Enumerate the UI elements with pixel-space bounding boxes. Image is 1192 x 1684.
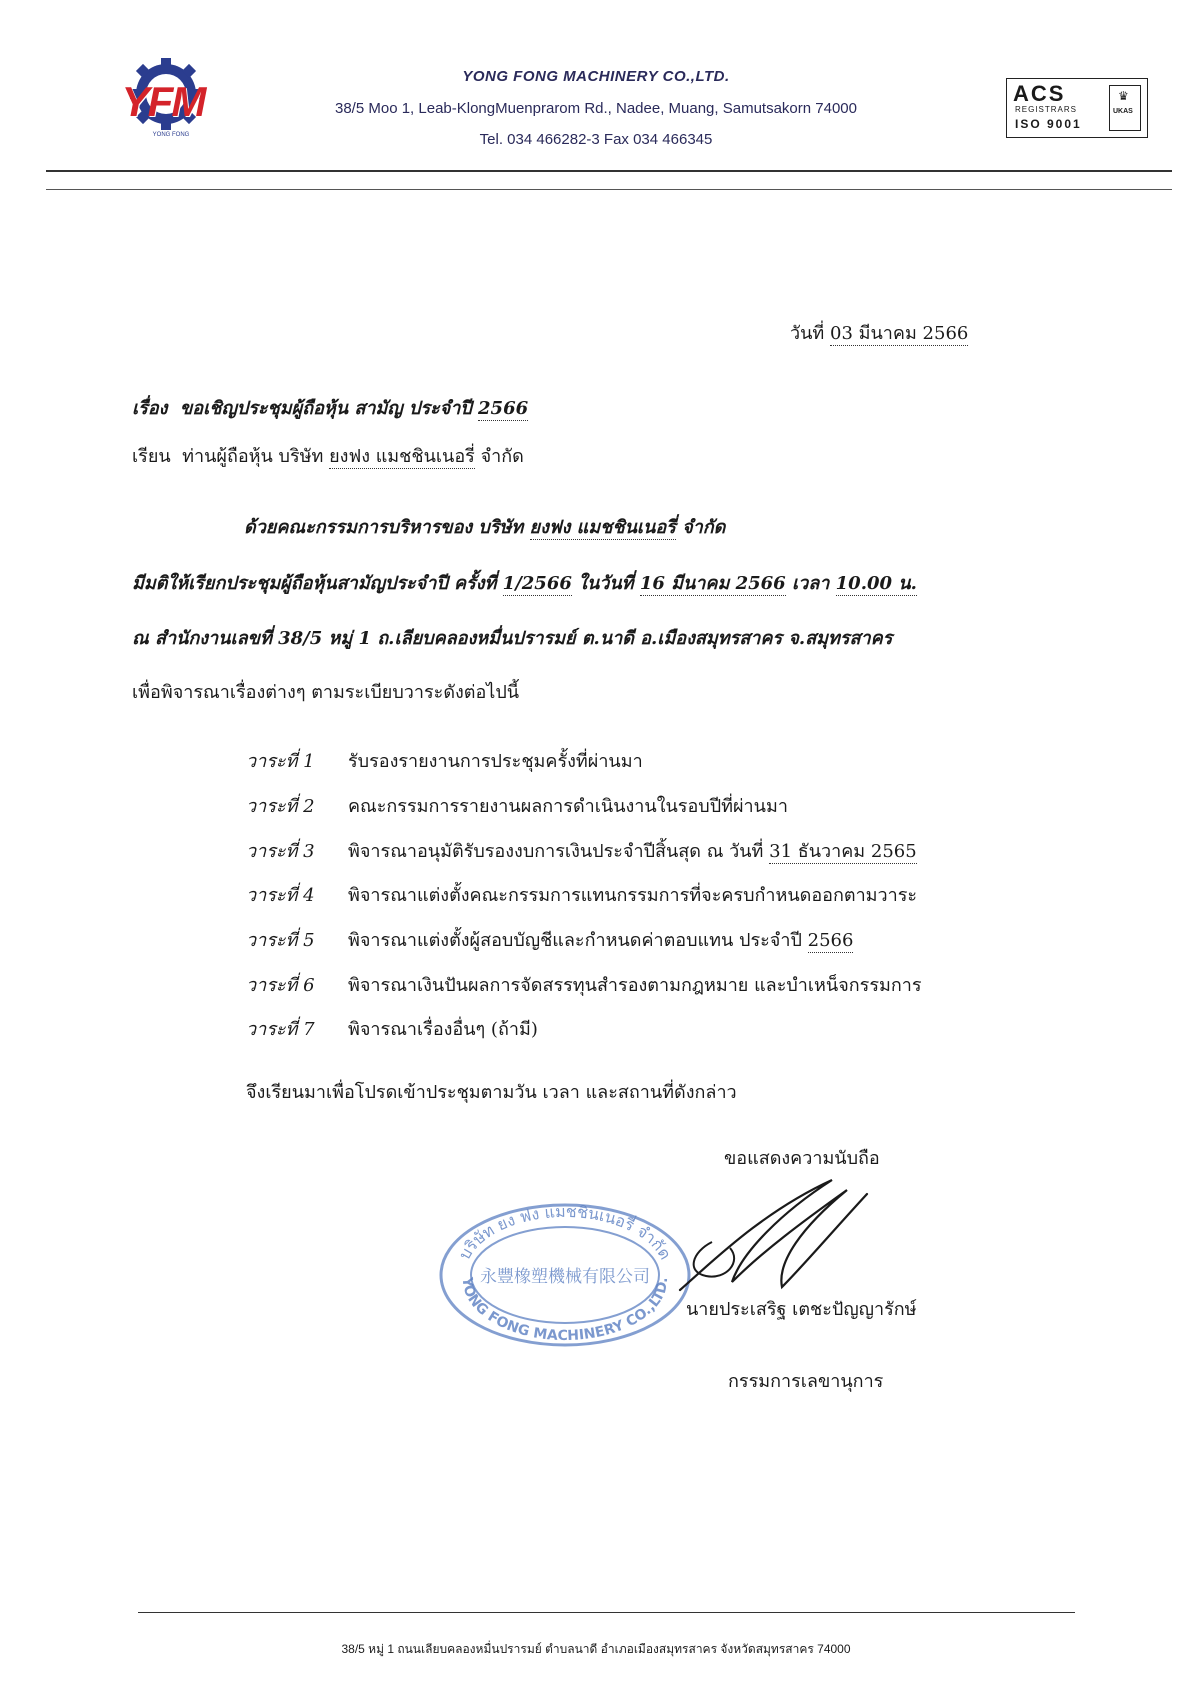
subject-year: 2566 — [478, 398, 529, 419]
agenda-text: พิจารณาเรื่องอื่นๆ (ถ้ามี) — [348, 1019, 538, 1040]
footer-address: 38/5 หมู่ 1 ถนนเลียบคลองหมื่นปรารมย์ ตำบลนาดี อำเภอเมืองสมุทรสาคร จังหวัดสมุทรสาคร 74000 — [341, 1642, 851, 1656]
agenda-text: พิจารณาแต่งตั้งคณะกรรมการแทนกรรมการที่จะครบกำหนดออกตามวาระ — [348, 885, 918, 906]
to-text: ท่านผู้ถือหุ้น บริษัท — [182, 446, 324, 467]
subject-label: เรื่อง — [132, 398, 168, 419]
stamp-top-text: บริษัท ยง ฟง แมชชินเนอรี่ จำกัด — [454, 1201, 676, 1263]
closing-line: จึงเรียนมาเพื่อโปรดเข้าประชุมตามวัน เวลา และสถานที่ดังกล่าว — [246, 1082, 737, 1103]
iso-certification-badge — [1006, 78, 1148, 138]
agenda-year: 2566 — [807, 930, 854, 951]
stamp-middle-text: 永豐橡塑機械有限公司 — [480, 1267, 650, 1287]
ukas-badge — [1109, 85, 1141, 131]
paragraph-line-3: ณ สำนักงานเลขที่ 38/5 หมู่ 1 ถ.เลียบคลองหมื่นปรารมย์ ต.นาดี อ.เมืองสมุทรสาคร จ.สมุทรสาคร — [132, 628, 893, 649]
agenda-text: คณะกรรมการรายงานผลการดำเนินงานในรอบปีที่ผ่านมา — [348, 796, 788, 817]
p2-time-label: เวลา — [791, 573, 830, 594]
logo-subtext: YONG FONG — [152, 132, 190, 138]
agenda-text: รับรองรายงานการประชุมครั้งที่ผ่านมา — [348, 751, 643, 772]
paragraph-line-4: เพื่อพิจารณาเรื่องต่างๆ ตามระเบียบวาระดังต่อไปนี้ — [132, 682, 520, 703]
agenda-no: วาระที่ 1 — [246, 751, 315, 772]
company-phone: Tel. 034 466282-3 Fax 034 466345 — [479, 131, 713, 148]
header-rule — [46, 170, 1172, 172]
stamp-bottom-text: YONG FONG MACHINERY CO.,LTD. — [458, 1276, 672, 1345]
agenda-text-main: พิจารณาอนุมัติรับรองงบการเงินประจำปีสิ้นสุด ณ วันที่ — [348, 841, 764, 862]
to-label: เรียน — [132, 446, 171, 467]
letter-recipient — [132, 441, 524, 470]
header-rule-thin — [46, 189, 1172, 190]
agenda-no: วาระที่ 2 — [246, 796, 315, 817]
p2-date-label: ในวันที่ — [578, 573, 634, 594]
meeting-number: 1/2566 — [502, 573, 572, 594]
company-stamp — [435, 1200, 695, 1350]
paragraph-line-2 — [132, 568, 917, 597]
company-name: YONG FONG MACHINERY CO.,LTD. — [462, 68, 730, 85]
to-company: ยงฟง แมชชินเนอรี่ — [329, 446, 475, 467]
p1-suffix: จำกัด — [682, 517, 726, 538]
date-label: วันที่ — [790, 323, 825, 344]
cert-brand: ACS — [1013, 81, 1066, 106]
agenda-no: วาระที่ 4 — [246, 885, 315, 906]
cert-registrars: REGISTRARS — [1015, 105, 1078, 114]
p2-text: มีมติให้เรียกประชุมผู้ถือหุ้นสามัญประจำปี ครั้งที่ — [132, 573, 497, 594]
agenda-text — [348, 836, 917, 865]
letter-subject — [132, 393, 528, 422]
company-address: 38/5 Moo 1, Leab-KlongMuenprarom Rd., Nadee, Muang, Samutsakorn 74000 — [335, 100, 857, 117]
signer-position: กรรมการเลขานุการ — [728, 1371, 884, 1392]
date-value: 03 มีนาคม 2566 — [830, 323, 969, 344]
to-suffix: จำกัด — [480, 446, 524, 467]
signature — [672, 1172, 902, 1302]
logo-text: YFM — [121, 78, 205, 125]
crown-icon: ♛ — [1118, 89, 1129, 103]
subject-text: ขอเชิญประชุมผู้ถือหุ้น สามัญ ประจำปี — [179, 398, 472, 419]
letter-date — [790, 318, 968, 347]
svg-text:บริษัท ยง ฟง แมชชินเนอรี่ จำกั — [455, 1202, 675, 1263]
cert-iso: ISO 9001 — [1015, 117, 1082, 131]
agenda-date: 31 ธันวาคม 2565 — [769, 841, 917, 862]
p1-company: ยงฟง แมชชินเนอรี่ — [529, 517, 676, 538]
agenda-no: วาระที่ 7 — [246, 1019, 315, 1040]
meeting-time: 10.00 น. — [835, 573, 917, 594]
p1-text: ด้วยคณะกรรมการบริหารของ บริษัท — [244, 517, 524, 538]
agenda-no: วาระที่ 3 — [246, 841, 315, 862]
agenda-text: พิจารณาเงินปันผลการจัดสรรทุนสำรองตามกฎหมาย และบำเหน็จกรรมการ — [348, 975, 922, 996]
agenda-text-main: พิจารณาแต่งตั้งผู้สอบบัญชีและกำหนดค่าตอบแทน ประจำปี — [348, 930, 802, 951]
agenda-no: วาระที่ 6 — [246, 975, 315, 996]
agenda-no: วาระที่ 5 — [246, 930, 315, 951]
footer-rule — [138, 1612, 1075, 1613]
agenda-text — [348, 925, 853, 954]
paragraph-line-1 — [244, 512, 725, 541]
meeting-date: 16 มีนาคม 2566 — [639, 573, 786, 594]
signer-name: นายประเสริฐ เตชะปัญญารักษ์ — [686, 1299, 917, 1320]
regards-line: ขอแสดงความนับถือ — [724, 1148, 880, 1169]
ukas-text: UKAS — [1113, 108, 1133, 115]
